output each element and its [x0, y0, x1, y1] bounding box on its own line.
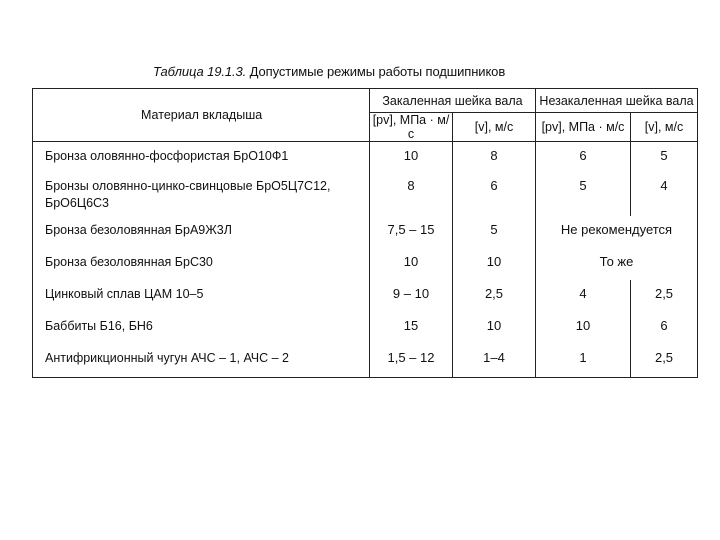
header-unhardened: Незакаленная шейка вала: [536, 89, 698, 113]
table-caption: [153, 64, 505, 79]
header-row-groups: [33, 89, 698, 113]
pv-hardened-cell: 10: [370, 248, 453, 280]
table-row: [33, 172, 698, 216]
table-number: Таблица 19.1.3.: [153, 64, 247, 79]
pv-hardened-cell: 1,5 – 12: [370, 344, 453, 378]
material-cell: Бронза безоловянная БрА9Ж3Л: [33, 216, 370, 248]
table-row: [33, 280, 698, 312]
material-cell: Бронза оловянно-фосфористая БрО10Ф1: [33, 142, 370, 173]
material-cell: Цинковый сплав ЦАМ 10–5: [33, 280, 370, 312]
table-row: [33, 312, 698, 344]
v-hardened-cell: 8: [453, 142, 536, 173]
unhardened-merged-cell: То же: [536, 248, 698, 280]
header-v-hardened: [v], м/с: [453, 113, 536, 142]
material-cell: Баббиты Б16, БН6: [33, 312, 370, 344]
table-row: [33, 248, 698, 280]
header-pv-hardened: [pv], МПа · м/с: [370, 113, 453, 142]
material-cell: Бронзы оловянно-цинко-свинцовые БрО5Ц7С12, БрО6Ц6С3: [33, 172, 370, 216]
header-hardened: Закаленная шейка вала: [370, 89, 536, 113]
pv-hardened-cell: 10: [370, 142, 453, 173]
pv-unhardened-cell: 10: [536, 312, 631, 344]
table-row: [33, 344, 698, 378]
unhardened-merged-cell: Не рекомендуется: [536, 216, 698, 248]
header-pv-unhardened: [pv], МПа · м/с: [536, 113, 631, 142]
header-material: Материал вкладыша: [33, 89, 370, 142]
table-row: [33, 216, 698, 248]
material-cell: Бронза безоловянная БрС30: [33, 248, 370, 280]
v-hardened-cell: 1–4: [453, 344, 536, 378]
pv-hardened-cell: 15: [370, 312, 453, 344]
pv-unhardened-cell: 4: [536, 280, 631, 312]
table-row: [33, 142, 698, 173]
v-hardened-cell: 10: [453, 248, 536, 280]
pv-hardened-cell: 9 – 10: [370, 280, 453, 312]
table-title: Допустимые режимы работы подшипников: [249, 64, 506, 79]
v-unhardened-cell: 2,5: [631, 344, 698, 378]
v-unhardened-cell: 4: [631, 172, 698, 216]
pv-unhardened-cell: 5: [536, 172, 631, 216]
v-hardened-cell: 6: [453, 172, 536, 216]
bearing-modes-table: [32, 88, 698, 378]
v-unhardened-cell: 6: [631, 312, 698, 344]
pv-unhardened-cell: 1: [536, 344, 631, 378]
v-hardened-cell: 5: [453, 216, 536, 248]
pv-hardened-cell: 8: [370, 172, 453, 216]
pv-unhardened-cell: 6: [536, 142, 631, 173]
pv-hardened-cell: 7,5 – 15: [370, 216, 453, 248]
header-v-unhardened: [v], м/с: [631, 113, 698, 142]
v-unhardened-cell: 5: [631, 142, 698, 173]
v-unhardened-cell: 2,5: [631, 280, 698, 312]
v-hardened-cell: 10: [453, 312, 536, 344]
material-cell: Антифрикционный чугун АЧС – 1, АЧС – 2: [33, 344, 370, 378]
v-hardened-cell: 2,5: [453, 280, 536, 312]
